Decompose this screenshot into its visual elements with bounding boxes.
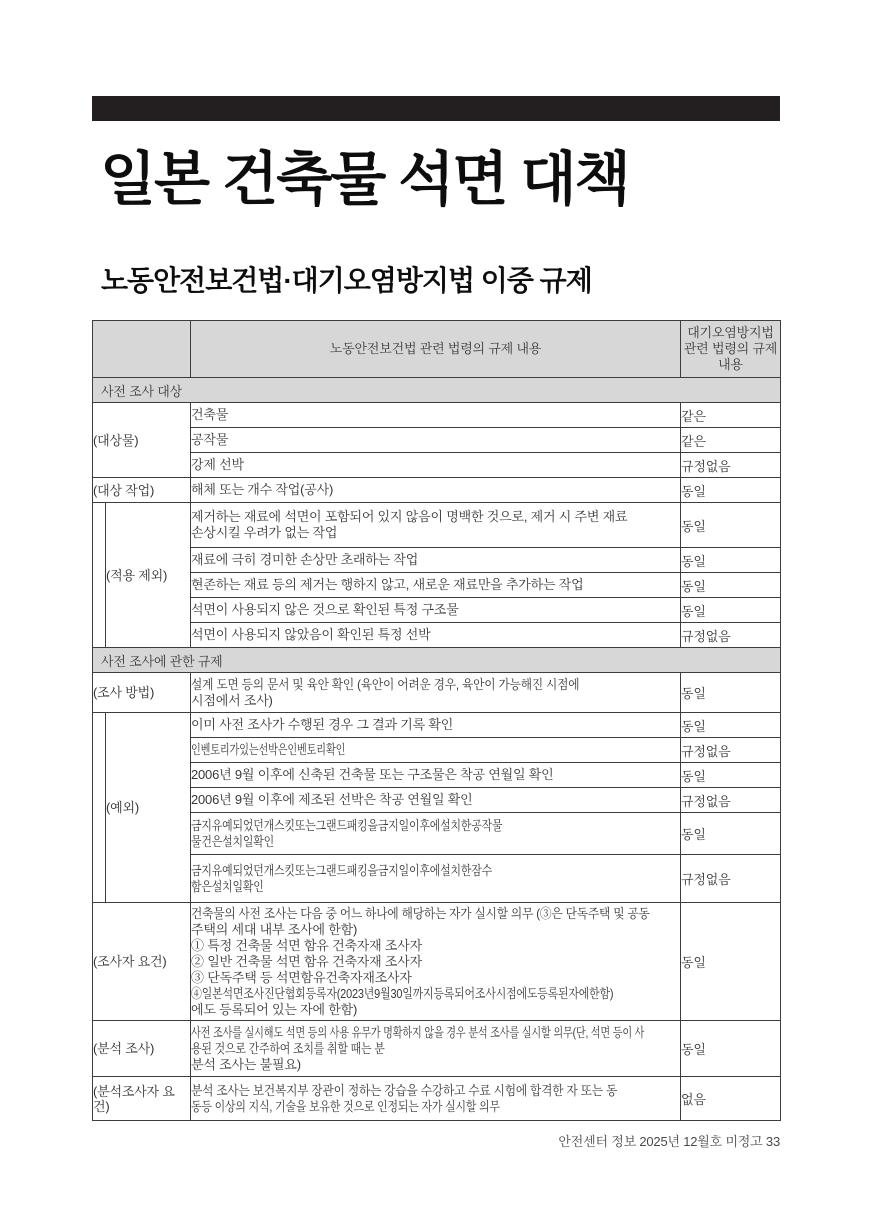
content-line: 시점에서 조사) xyxy=(191,692,273,708)
content-line: ③ 단독주택 등 석면함유건축자재조사자 xyxy=(191,969,412,985)
content-line: 물건은설치일확인 xyxy=(191,833,275,849)
content-line: ② 일반 건축물 석면 함유 건축자재 조사자 xyxy=(191,953,422,969)
content-cell: 2006년 9월 이후에 신축된 건축물 또는 구조물은 착공 연월일 확인 xyxy=(191,763,681,788)
row-label-cell: (대상 작업) xyxy=(93,478,191,503)
header-empty-cell xyxy=(93,321,191,378)
content-line: 분석 조사는 보건복지부 장관이 정하는 강습을 수강하고 수료 시험에 합격한 자 또는 동 xyxy=(191,1082,618,1098)
content-line: 인벤토리가있는선박은인벤토리확인 xyxy=(191,742,346,757)
content-cell xyxy=(191,855,681,903)
content-line: 사전 조사를 실시해도 석면 등의 사용 유무가 명확하지 않을 경우 분석 조사를 실시할 의무(단, 석면 등이 사 xyxy=(191,1024,645,1040)
content-cell: 석면이 사용되지 않았음이 확인된 특정 선박 xyxy=(191,623,681,648)
row-label-cell: (적용 제외) xyxy=(106,503,191,648)
row-label-cell: (분석조사자 요건) xyxy=(93,1077,191,1121)
air-law-cell: 동일 xyxy=(681,503,781,548)
table-row xyxy=(93,903,781,1021)
content-cell xyxy=(191,738,681,763)
section-label: 사전 조사 대상 xyxy=(93,378,781,403)
row-label-cell: (분석 조사) xyxy=(93,1021,191,1077)
table-row xyxy=(93,623,781,648)
page-subtitle: 노동안전보건법·대기오염방지법 이중 규제 xyxy=(101,265,592,296)
content-cell: 강제 선박 xyxy=(191,453,681,478)
air-law-cell: 동일 xyxy=(681,1021,781,1077)
air-law-cell: 같은 xyxy=(681,403,781,428)
air-law-cell: 동일 xyxy=(681,903,781,1021)
table-row xyxy=(93,598,781,623)
content-cell: 해체 또는 개수 작업(공사) xyxy=(191,478,681,503)
content-cell xyxy=(191,1077,681,1121)
table-row xyxy=(93,548,781,573)
content-line: ① 특정 건축물 석면 함유 건축자재 조사자 xyxy=(191,937,422,953)
row-label-cell: (예외) xyxy=(106,713,191,903)
content-cell: 2006년 9월 이후에 제조된 선박은 착공 연월일 확인 xyxy=(191,788,681,813)
air-law-cell: 동일 xyxy=(681,713,781,738)
table-row xyxy=(93,813,781,855)
air-law-cell: 없음 xyxy=(681,1077,781,1121)
page-title: 일본 건축물 석면 대책 xyxy=(100,147,629,212)
content-line: 동등 이상의 지식, 기술을 보유한 것으로 인정되는 자가 실시할 의무 xyxy=(191,1098,500,1114)
content-line: 금지유예되었던개스킷또는그랜드패킹을금지일이후에설치한공작물 xyxy=(191,817,503,833)
table-row xyxy=(93,763,781,788)
content-line: 손상시킬 우려가 없는 작업 xyxy=(191,525,338,540)
table-row xyxy=(93,713,781,738)
table-row xyxy=(93,855,781,903)
air-law-cell: 규정없음 xyxy=(681,788,781,813)
content-line: 주택의 세대 내부 조사에 한함) xyxy=(191,921,358,937)
content-cell: 공작물 xyxy=(191,428,681,453)
table-row xyxy=(93,503,781,548)
air-law-cell: 동일 xyxy=(681,813,781,855)
content-line: 제거하는 재료에 석면이 포함되어 있지 않음이 명백한 것으로, 제거 시 주변 재료 xyxy=(191,509,628,524)
air-law-cell: 동일 xyxy=(681,598,781,623)
table-row xyxy=(93,478,781,503)
table-header-row xyxy=(93,321,781,378)
nested-strip xyxy=(93,713,106,903)
content-cell xyxy=(191,673,681,713)
table-row xyxy=(93,673,781,713)
content-cell: 이미 사전 조사가 수행된 경우 그 결과 기록 확인 xyxy=(191,713,681,738)
table-row xyxy=(93,428,781,453)
air-law-cell: 동일 xyxy=(681,763,781,788)
section-row xyxy=(93,648,781,673)
content-cell xyxy=(191,903,681,1021)
content-line: 에도 등록되어 있는 자에 한함) xyxy=(191,1001,358,1017)
header-air-law: 대기오염방지법 관련 법령의 규제 내용 xyxy=(681,321,781,378)
table-row xyxy=(93,453,781,478)
table-row xyxy=(93,788,781,813)
content-cell: 석면이 사용되지 않은 것으로 확인된 특정 구조물 xyxy=(191,598,681,623)
air-law-cell: 규정없음 xyxy=(681,855,781,903)
table-row xyxy=(93,573,781,598)
row-label-cell: (조사자 요건) xyxy=(93,903,191,1021)
air-law-cell: 동일 xyxy=(681,673,781,713)
content-cell: 건축물 xyxy=(191,403,681,428)
content-cell xyxy=(191,1021,681,1077)
header-labor-law: 노동안전보건법 관련 법령의 규제 내용 xyxy=(191,321,681,378)
row-label-cell: (조사 방법) xyxy=(93,673,191,713)
content-line: ④일본석면조사진단협회등록자(2023년9월30일까지등록되어조사시점에도등록된자에한함) xyxy=(191,985,614,1001)
table-row xyxy=(93,1077,781,1121)
content-line: 분석 조사는 불필요) xyxy=(191,1056,301,1072)
content-line: 설계 도면 등의 문서 및 육안 확인 (육안이 어려운 경우, 육안이 가능해진 시점에 xyxy=(191,676,580,692)
table-row xyxy=(93,1021,781,1077)
table-row xyxy=(93,403,781,428)
content-cell: 재료에 극히 경미한 손상만 초래하는 작업 xyxy=(191,548,681,573)
nested-strip xyxy=(93,503,106,648)
row-label-cell: (대상물) xyxy=(93,403,191,478)
content-cell xyxy=(191,503,681,548)
air-law-cell: 규정없음 xyxy=(681,623,781,648)
content-line: 용된 것으로 간주하여 조치를 취할 때는 분 xyxy=(191,1040,385,1056)
content-line: 금지유예되었던개스킷또는그랜드패킹을금지일이후에설치한잠수 xyxy=(191,862,493,878)
section-row xyxy=(93,378,781,403)
content-line: 함은설치일확인 xyxy=(191,878,264,894)
table-row xyxy=(93,738,781,763)
air-law-cell: 동일 xyxy=(681,548,781,573)
page-footer: 안전센터 정보 2025년 12월호 미정고 33 xyxy=(558,1134,780,1149)
air-law-cell: 동일 xyxy=(681,478,781,503)
air-law-cell: 규정없음 xyxy=(681,453,781,478)
section-label: 사전 조사에 관한 규제 xyxy=(93,648,781,673)
content-cell xyxy=(191,813,681,855)
air-law-cell: 동일 xyxy=(681,573,781,598)
air-law-cell: 같은 xyxy=(681,428,781,453)
regulation-table xyxy=(92,320,781,1121)
content-cell: 현존하는 재료 등의 제거는 행하지 않고, 새로운 재료만을 추가하는 작업 xyxy=(191,573,681,598)
air-law-cell: 규정없음 xyxy=(681,738,781,763)
content-line: 건축물의 사전 조사는 다음 중 어느 하나에 해당하는 자가 실시할 의무 (③은 단독주택 및 공동 xyxy=(191,905,650,921)
top-rule-bar xyxy=(92,96,780,121)
